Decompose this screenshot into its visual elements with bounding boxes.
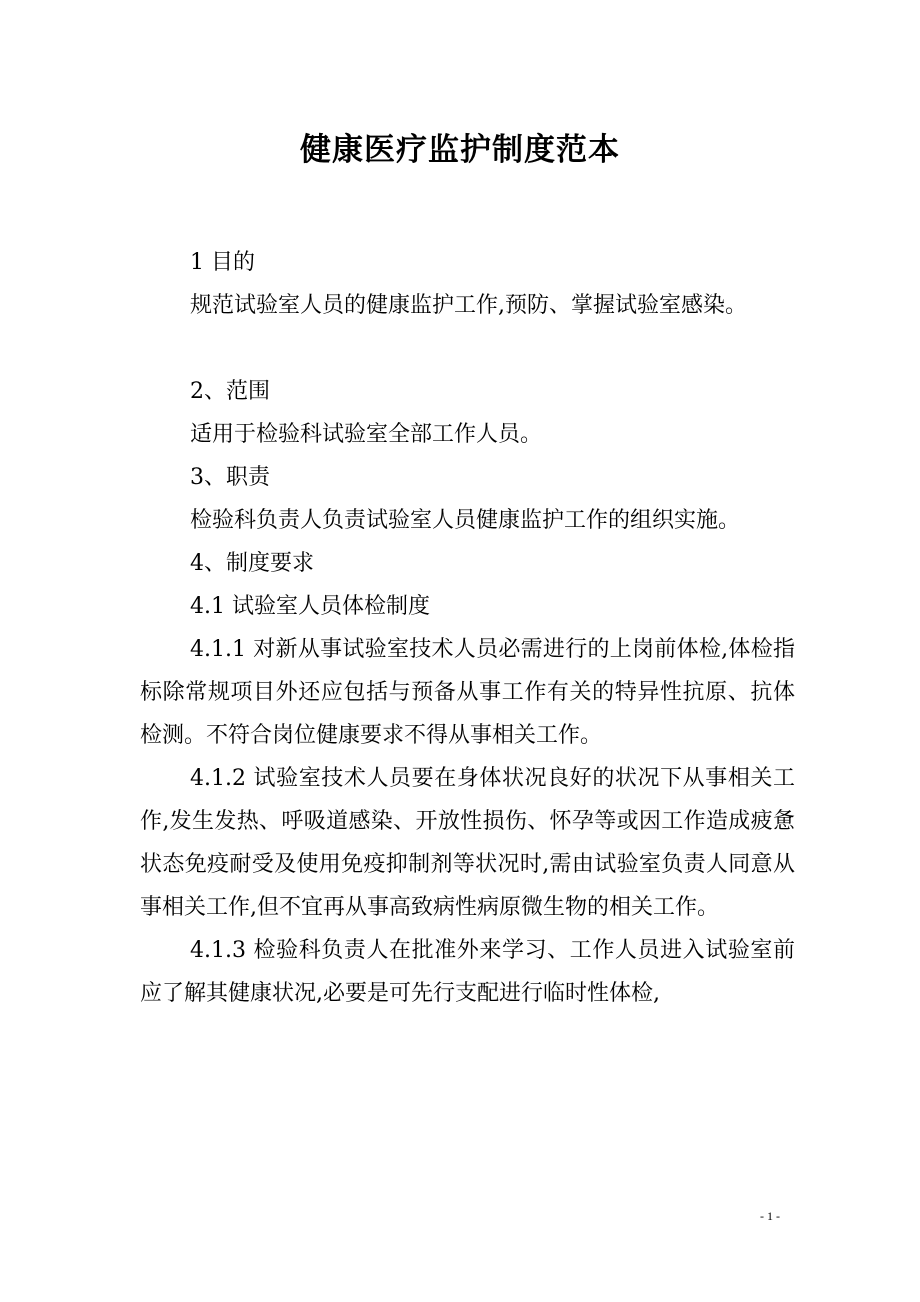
paragraph-responsibility: 检验科负责人负责试验室人员健康监护工作的组织实施。 [190, 508, 741, 533]
section-heading-requirements: 4、制度要求 [190, 551, 314, 576]
paragraph-purpose: 规范试验室人员的健康监护工作,预防、掌握试验室感染。 [190, 293, 747, 318]
paragraph-4-1-2: 4.1.2 试验室技术人员要在身体状况良好的状况下从事相关工作,发生发热、呼吸道感染、开放性损伤、怀孕等或因工作造成疲惫状态免疫耐受及使用免疫抑制剂等状况时,需由试验室负责人同意从事相关工作,但不宜再从事高致病性病原微生物的相关工作。 [140, 766, 795, 920]
section-heading-purpose: 1 目的 [190, 250, 255, 275]
paragraph-4-1-1: 4.1.1 对新从事试验室技术人员必需进行的上岗前体检,体检指标除常规项目外还应包括与预备从事工作有关的特异性抗原、抗体检测。不符合岗位健康要求不得从事相关工作。 [140, 637, 795, 748]
paragraph-scope: 适用于检验科试验室全部工作人员。 [190, 422, 543, 447]
document-body [140, 241, 795, 1015]
paragraph-4-1-3: 4.1.3 检验科负责人在批准外来学习、工作人员进入试验室前应了解其健康状况,必要是可先行支配进行临时性体检, [140, 938, 795, 1006]
section-heading-responsibility: 3、职责 [190, 465, 270, 490]
blank-line [140, 327, 795, 370]
section-heading-scope: 2、范围 [190, 379, 270, 404]
document-title: 健康医疗监护制度范本 [300, 132, 620, 168]
page-number: - 1 - [760, 1209, 780, 1223]
subsection-heading-checkup: 4.1 试验室人员体检制度 [190, 594, 430, 619]
